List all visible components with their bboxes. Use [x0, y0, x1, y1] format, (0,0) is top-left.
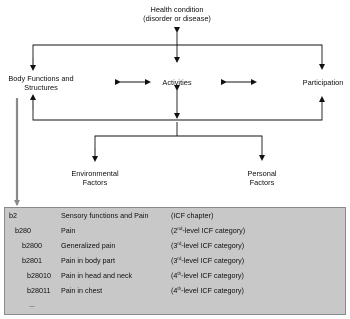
row-category: (ICF chapter) — [171, 211, 214, 220]
environmental-line-1: Environmental — [71, 169, 119, 178]
personal-line-1: Personal — [247, 169, 277, 178]
environmental-line-2: Factors — [82, 178, 108, 187]
participation-label: Participation — [302, 78, 344, 87]
row-label: Pain in chest — [61, 286, 103, 295]
row-code: b2801 — [22, 256, 42, 265]
personal-line-2: Factors — [249, 178, 275, 187]
personal-factors-label — [232, 169, 292, 187]
row-code: b2 — [9, 211, 17, 220]
row-label: Generalized pain — [61, 241, 116, 250]
activities-label: Activities — [162, 78, 192, 87]
row-code: ... — [29, 300, 35, 309]
table-row — [5, 226, 345, 236]
row-code: b280 — [15, 226, 31, 235]
row-label: Pain in body part — [61, 256, 115, 265]
row-category: (2nd-level ICF category) — [171, 226, 246, 235]
body-functions-line-1: Body Functions and — [8, 74, 74, 83]
table-row — [5, 300, 345, 310]
table-row — [5, 271, 345, 281]
row-category: (3rd-level ICF category) — [171, 241, 245, 250]
lower-bracket — [33, 97, 322, 120]
row-category: (4th-level ICF category) — [171, 271, 244, 280]
health-condition-line-2: (disorder or disease) — [143, 14, 211, 23]
health-condition-label — [132, 5, 222, 23]
row-code: b2800 — [22, 241, 42, 250]
row-label: Pain — [61, 226, 76, 235]
table-row — [5, 241, 345, 251]
environmental-factors-label — [60, 169, 130, 187]
table-row — [5, 211, 345, 221]
row-category: (3rd-level ICF category) — [171, 256, 245, 265]
top-bracket — [33, 45, 322, 69]
table-row — [5, 286, 345, 296]
row-code: b28010 — [27, 271, 51, 280]
health-condition-line-1: Health condition — [150, 5, 204, 14]
row-label: Sensory functions and Pain — [61, 211, 149, 220]
body-functions-label — [0, 74, 82, 92]
row-category: (4th-level ICF category) — [171, 286, 244, 295]
body-functions-line-2: Structures — [24, 83, 58, 92]
icf-category-table — [4, 207, 346, 315]
context-bracket — [95, 136, 262, 160]
table-row — [5, 256, 345, 266]
row-label: Pain in head and neck — [61, 271, 133, 280]
row-code: b28011 — [27, 286, 51, 295]
